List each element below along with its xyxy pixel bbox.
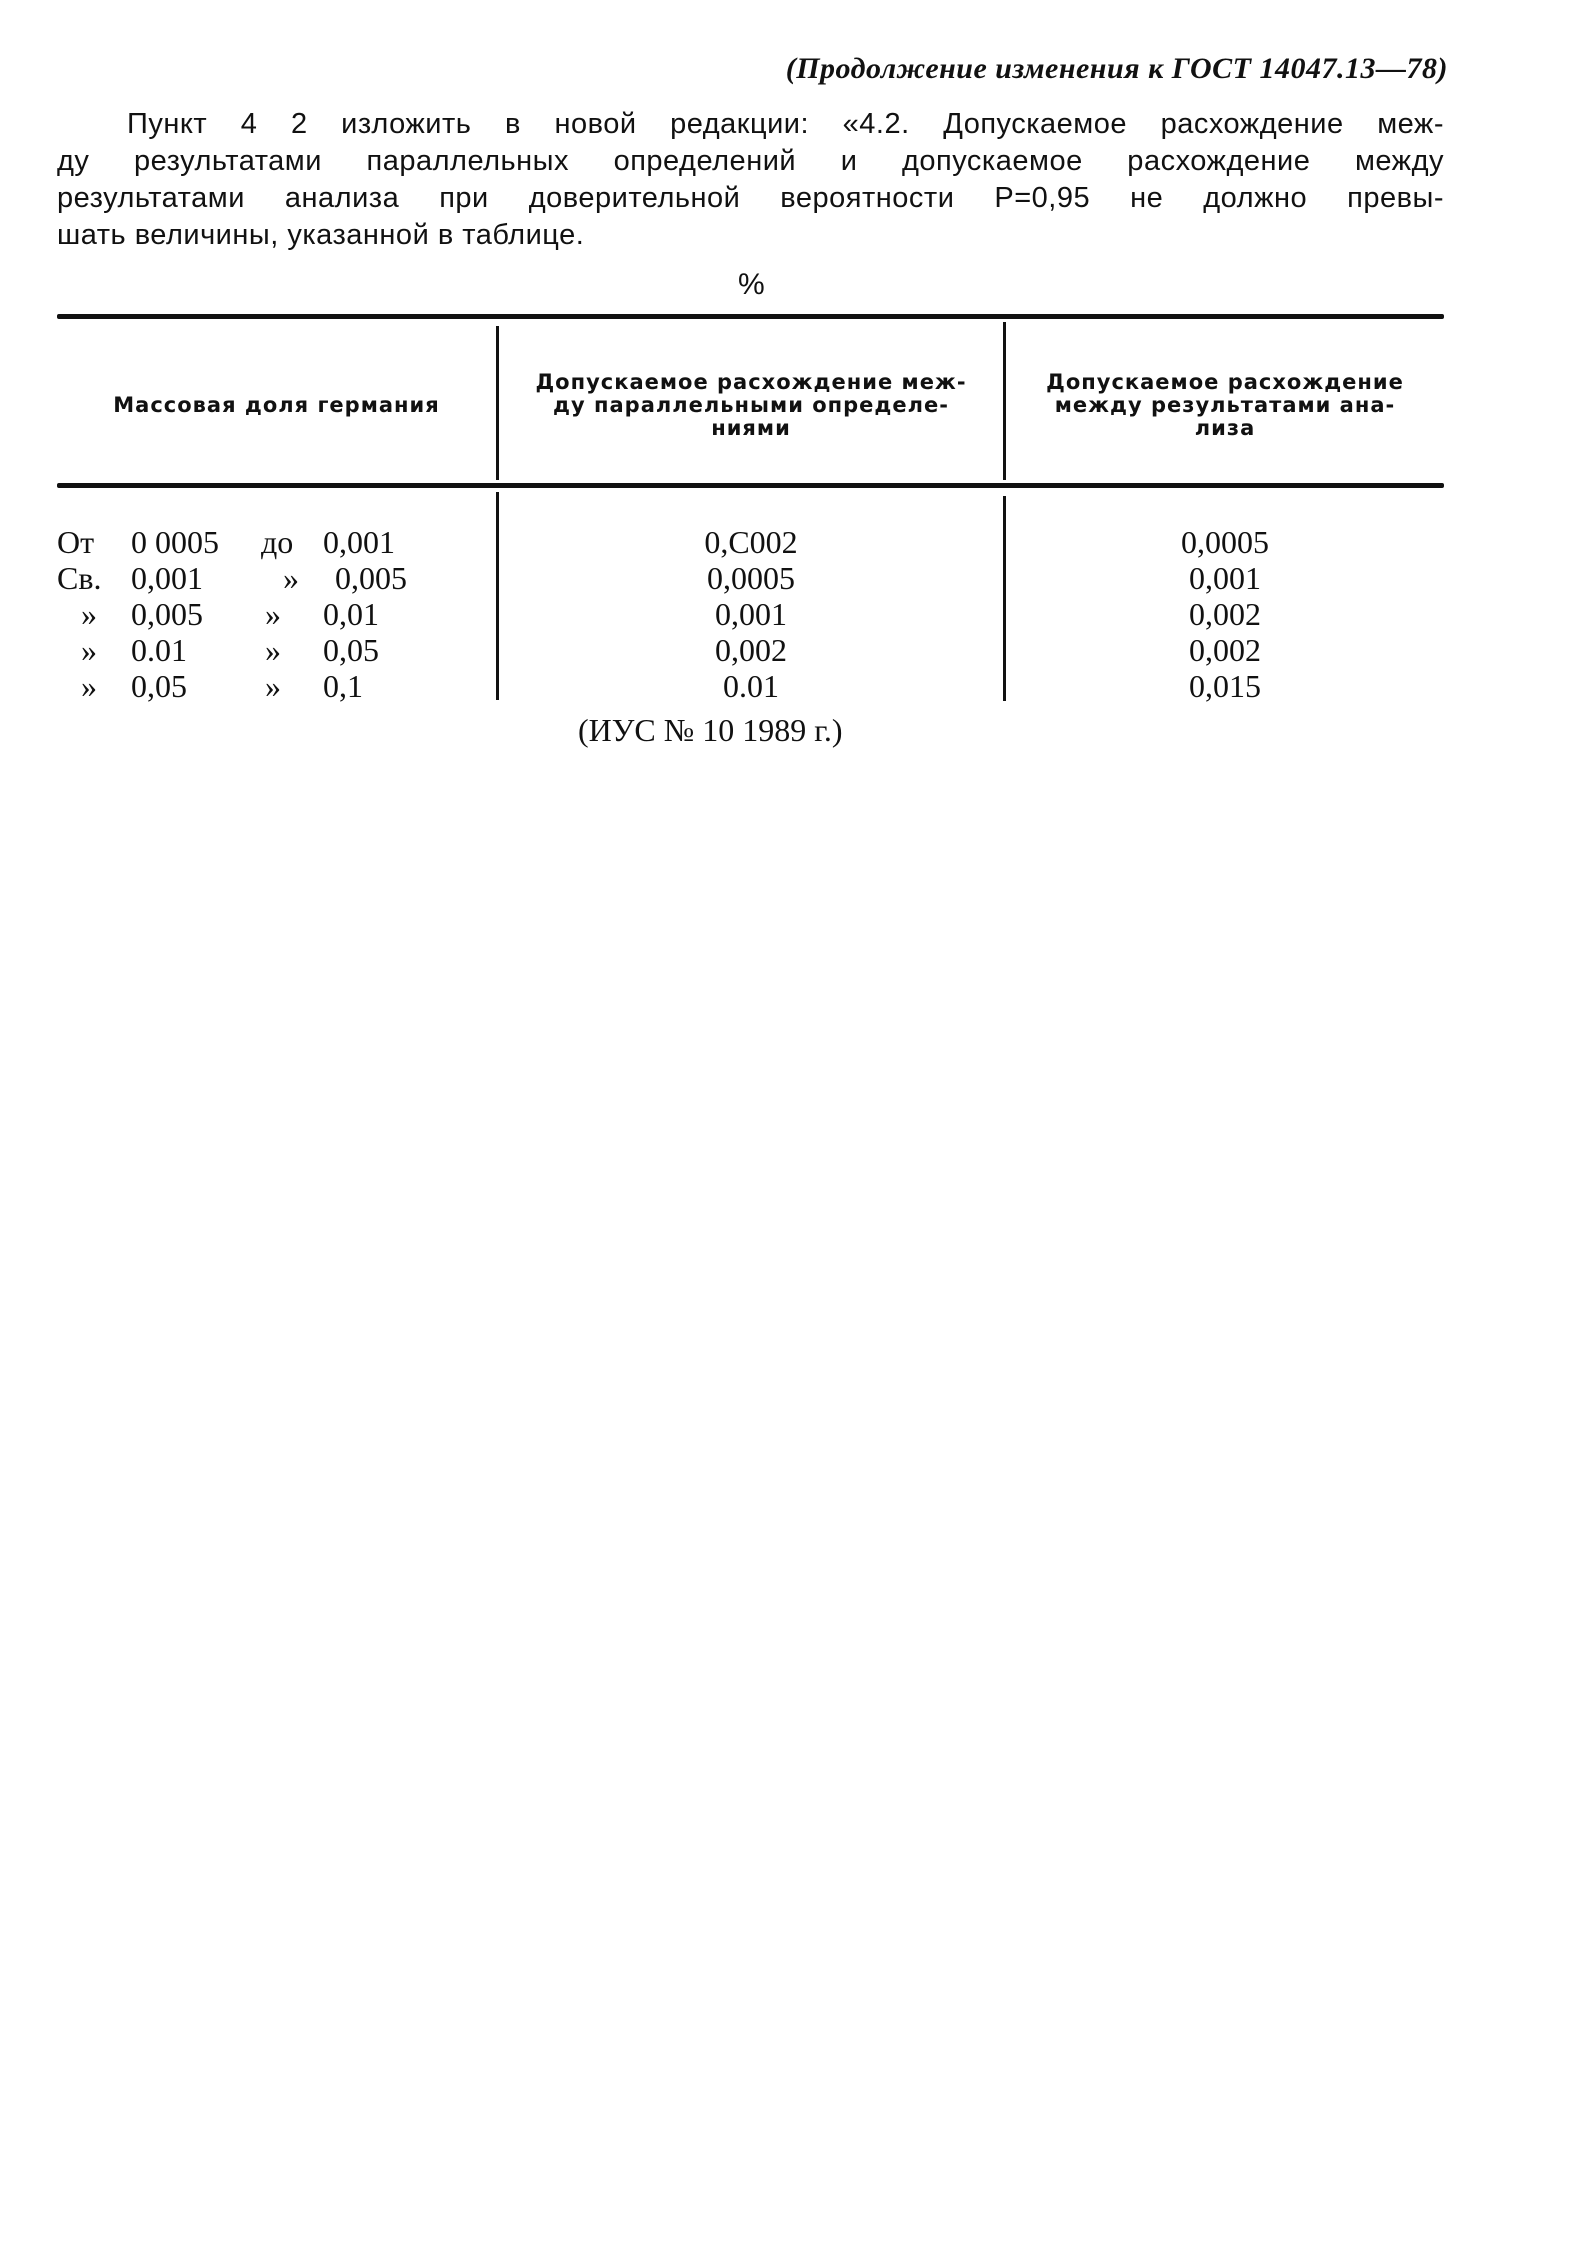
table-cell: 0,002 bbox=[715, 632, 787, 668]
range-from: 0,005 bbox=[131, 596, 203, 632]
table-cell: 0,0005 bbox=[707, 560, 795, 596]
range-to: 0,005 bbox=[335, 560, 407, 596]
table-row bbox=[57, 560, 487, 596]
table-cell: 0.01 bbox=[723, 668, 779, 704]
table-cell: 0,С002 bbox=[704, 524, 798, 560]
paragraph-line: Пункт 4 2 изложить в новой редакции: «4.2. Допускаемое расхождение меж- bbox=[127, 108, 1444, 140]
range-to: 0,01 bbox=[323, 596, 379, 632]
paragraph-line: результатами анализа при доверительной вероятности P=0,95 не должно превы- bbox=[57, 182, 1444, 214]
header-text: между результатами ана- bbox=[1054, 392, 1396, 417]
range-from: 0 0005 bbox=[131, 524, 219, 560]
header-analysis-tolerance bbox=[1006, 330, 1444, 480]
range-prefix: » bbox=[81, 632, 97, 668]
table-top-rule bbox=[57, 314, 1444, 319]
table-cell: 0,002 bbox=[1189, 596, 1261, 632]
header-mass-fraction bbox=[57, 330, 496, 480]
table-row bbox=[57, 524, 487, 560]
range-prefix: От bbox=[57, 524, 95, 560]
range-to: 0,05 bbox=[323, 632, 379, 668]
mass-fraction-column bbox=[57, 524, 487, 704]
range-to: 0,001 bbox=[323, 524, 395, 560]
header-parallel-tolerance bbox=[499, 330, 1003, 480]
source-note: (ИУС № 10 1989 г.) bbox=[578, 712, 843, 748]
range-from: 0,001 bbox=[131, 560, 203, 596]
range-conj: » bbox=[265, 632, 281, 668]
table-row bbox=[57, 668, 487, 704]
paragraph-line: шать величины, указанной в таблице. bbox=[57, 219, 585, 251]
header-text: лиза bbox=[1194, 415, 1256, 440]
range-from: 0,05 bbox=[131, 668, 187, 704]
table-cell: 0,015 bbox=[1189, 668, 1261, 704]
range-from: 0.01 bbox=[131, 632, 187, 668]
header-text: Массовая доля германия bbox=[113, 392, 440, 417]
table-cell: 0,001 bbox=[1189, 560, 1261, 596]
range-conj: » bbox=[265, 596, 281, 632]
header-text: ниями bbox=[711, 415, 791, 440]
paragraph-line: ду результатами параллельных определений и допускаемое расхождение между bbox=[57, 145, 1444, 177]
range-conj: » bbox=[283, 560, 299, 596]
range-prefix: Св. bbox=[57, 560, 102, 596]
range-conj: » bbox=[265, 668, 281, 704]
range-prefix: » bbox=[81, 596, 97, 632]
running-head: (Продолжение изменения к ГОСТ 14047.13—78) bbox=[785, 52, 1448, 85]
header-text: ду параллельными определе- bbox=[553, 392, 949, 417]
range-conj: до bbox=[261, 524, 294, 560]
table-header-rule bbox=[57, 483, 1444, 488]
amendment-paragraph bbox=[57, 106, 1444, 254]
range-prefix: » bbox=[81, 668, 97, 704]
table-row bbox=[57, 596, 487, 632]
header-text: Допускаемое расхождение bbox=[1046, 369, 1404, 394]
range-to: 0,1 bbox=[323, 668, 363, 704]
table-cell: 0,001 bbox=[715, 596, 787, 632]
table-row bbox=[57, 632, 487, 668]
table-cell: 0,0005 bbox=[1181, 524, 1269, 560]
header-text: Допускаемое расхождение меж- bbox=[535, 369, 967, 394]
parallel-tolerance-column bbox=[499, 524, 1003, 704]
table-cell: 0,002 bbox=[1189, 632, 1261, 668]
table-unit-label: % bbox=[738, 268, 765, 301]
analysis-tolerance-column bbox=[1006, 524, 1444, 704]
